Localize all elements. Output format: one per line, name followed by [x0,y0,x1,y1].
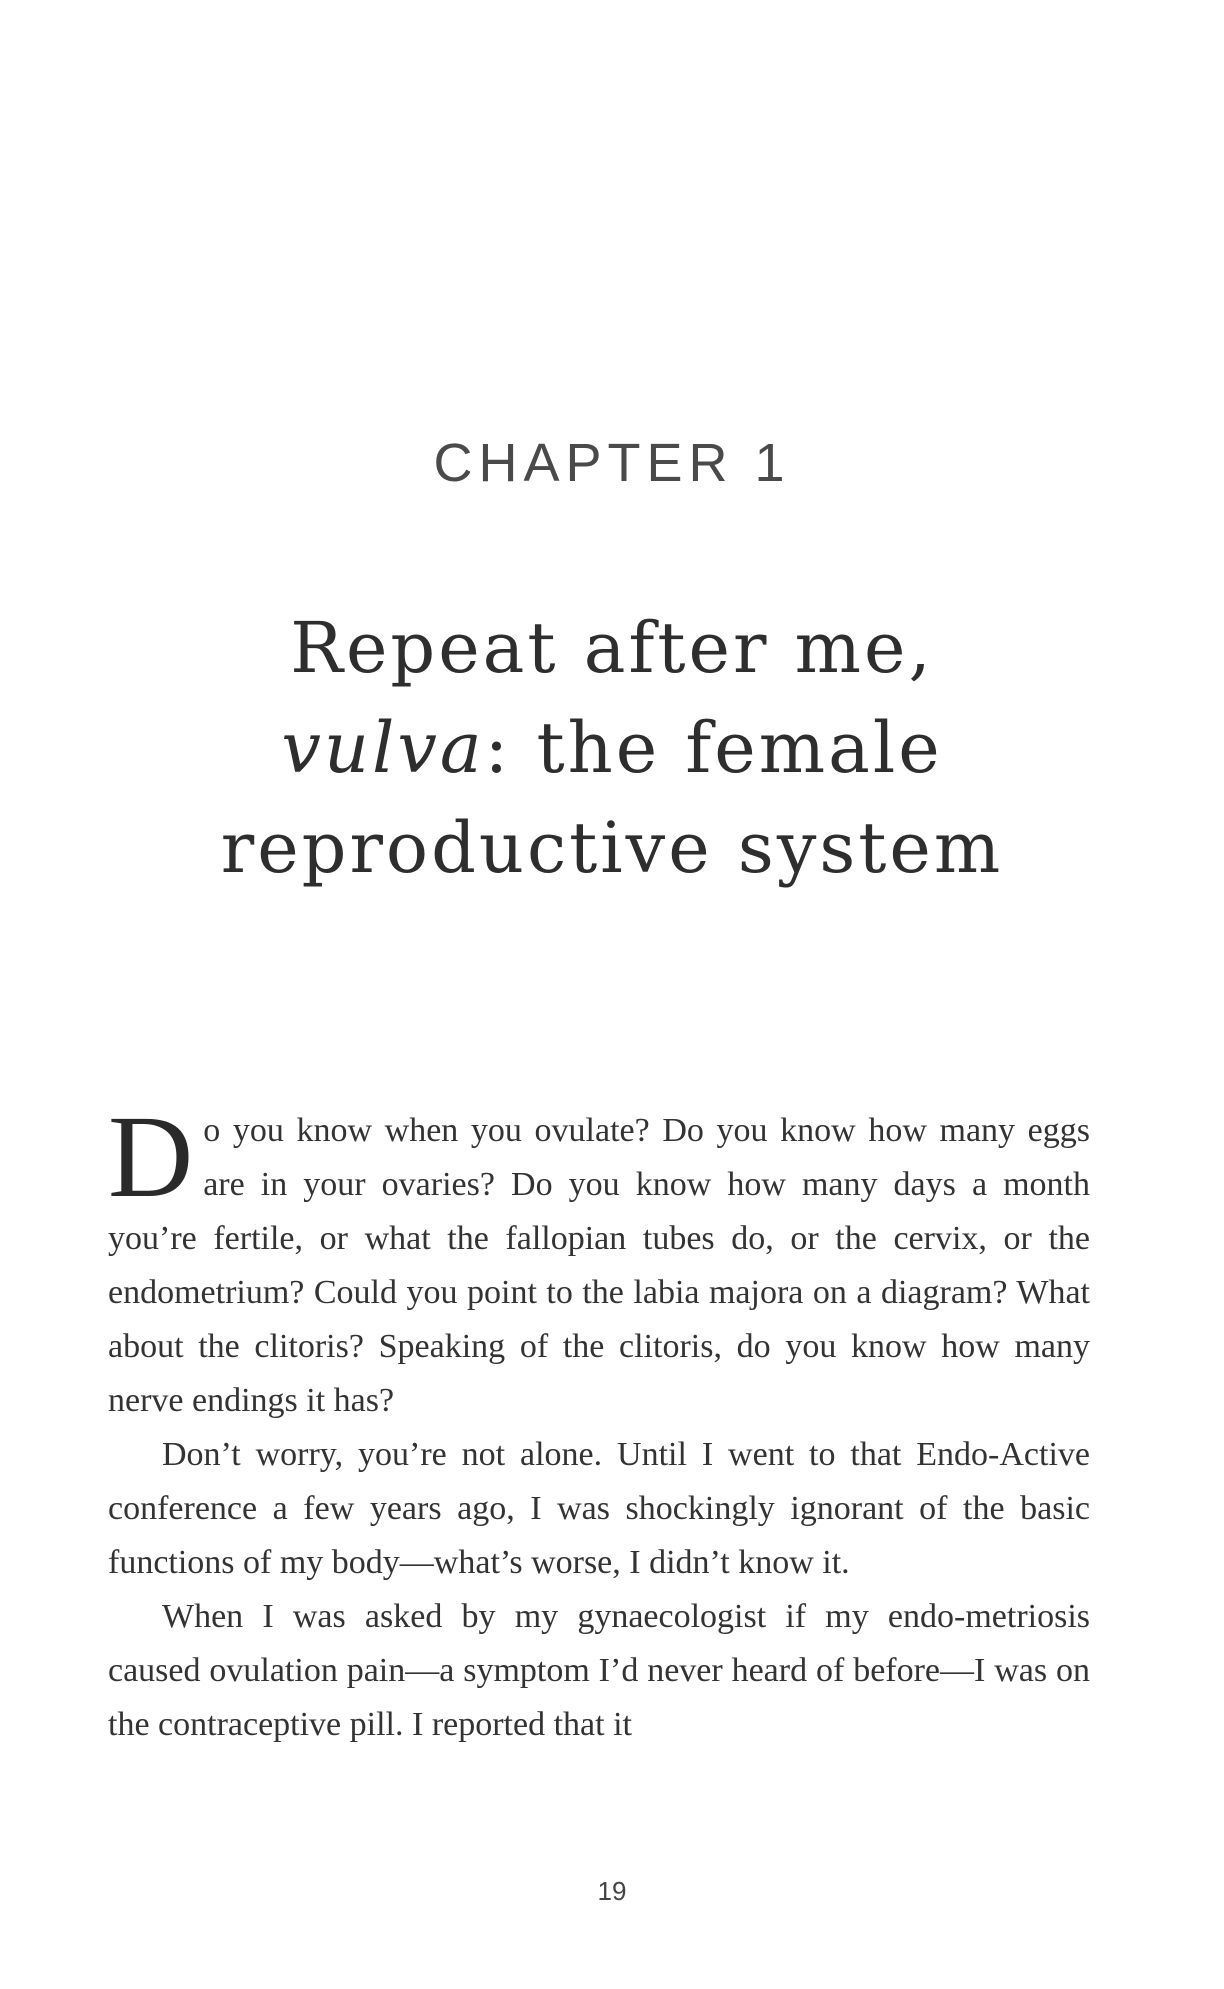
paragraph-1-text: o you know when you ovulate? Do you know how many eggs are in your ovaries? Do you know how many days a month you’re fertile, or what the fallopian tubes do, or the cervix, or the endometrium? Could you point to the labia majora on a diagram? What about the clitoris? Speaking of the clitoris, do you know how many nerve endings it has? [108,1112,1090,1419]
body-text [108,1091,1090,1752]
chapter-title-line-2 [0,698,1224,798]
drop-cap: D [108,1091,194,1222]
chapter-title [0,598,1224,898]
paragraph-3: When I was asked by my gynaecologist if my endo-metriosis caused ovulation pain—a symptom I’d never heard of before—I was on the contraceptive pill. I reported that it [108,1598,1090,1743]
chapter-title-line-1: Repeat after me, [290,607,934,689]
paragraph-2: Don’t worry, you’re not alone. Until I went to that Endo-Active conference a few years ago, I was shockingly ignorant of the basic functions of my body—what’s worse, I didn’t know it. [108,1436,1090,1581]
chapter-title-italic-word: vulva [281,707,485,789]
chapter-title-line-3: reproductive system [220,807,1004,889]
chapter-label: CHAPTER 1 [433,433,791,493]
paragraph-1 [108,1091,1090,1428]
chapter-title-line-2-rest: : the female [484,707,943,789]
page-number: 19 [597,1876,627,1906]
